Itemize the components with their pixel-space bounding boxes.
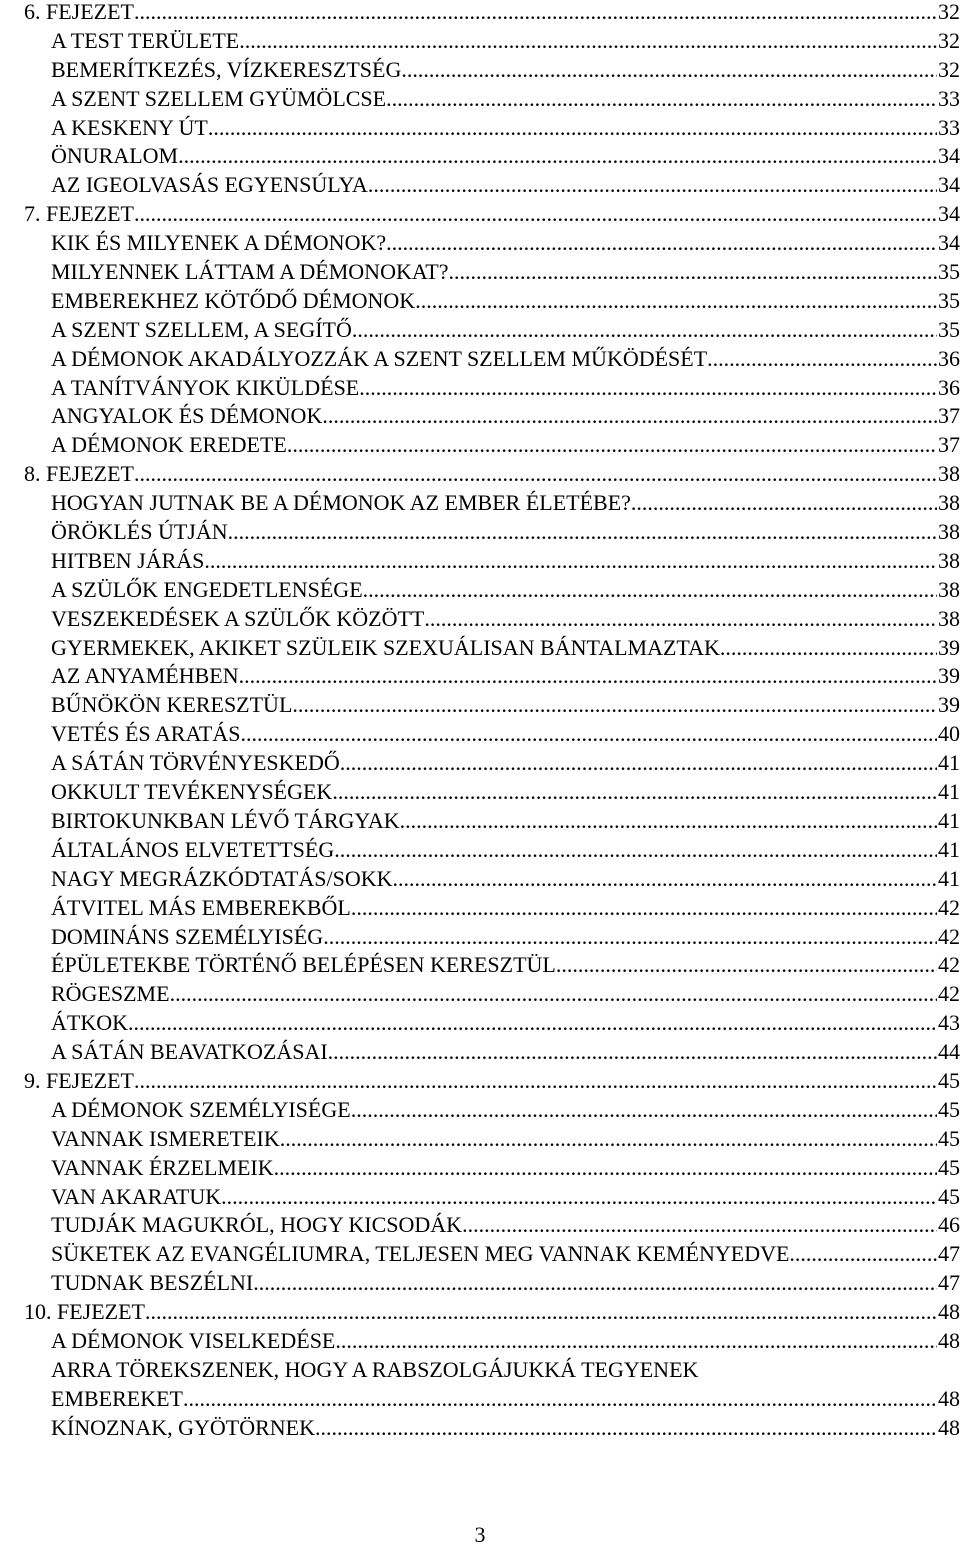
toc-entry-page: 37 [938, 432, 960, 458]
toc-entry-title: ARRA TÖREKSZENEK, HOGY A RABSZOLGÁJUKKÁ TEGYENEK [51, 1356, 699, 1382]
toc-dot-leader [204, 547, 937, 576]
toc-section-entry[interactable] [24, 85, 960, 114]
toc-entry-page: 42 [938, 923, 960, 949]
toc-dot-leader [315, 1414, 937, 1443]
toc-dot-leader [352, 316, 937, 345]
toc-dot-leader [221, 1183, 937, 1212]
toc-section-entry[interactable] [24, 142, 960, 171]
toc-dot-leader [351, 894, 937, 923]
toc-section-entry[interactable] [24, 662, 960, 691]
toc-section-entry[interactable] [24, 807, 960, 836]
toc-section-entry[interactable] [24, 1414, 960, 1443]
toc-section-entry[interactable] [24, 489, 960, 518]
toc-dot-leader [415, 287, 937, 316]
toc-entry-title: BŰNÖKÖN KERESZTÜL [51, 692, 293, 718]
table-of-contents [24, 0, 960, 1443]
toc-entry-page: 45 [938, 1183, 960, 1209]
toc-dot-leader [323, 923, 937, 952]
toc-chapter-entry[interactable] [24, 460, 960, 489]
toc-section-entry[interactable] [24, 1269, 960, 1298]
toc-entry-page: 47 [938, 1241, 960, 1267]
toc-section-entry[interactable] [24, 56, 960, 85]
toc-chapter-entry[interactable] [24, 1067, 960, 1096]
toc-entry-page: 43 [938, 1010, 960, 1036]
toc-entry-title: EMBEREKET [51, 1385, 183, 1411]
toc-entry-title: A SÁTÁN BEAVATKOZÁSAI [51, 1039, 328, 1065]
toc-dot-leader [401, 56, 937, 85]
toc-entry-page: 41 [938, 807, 960, 833]
toc-dot-leader [462, 1211, 937, 1240]
toc-dot-leader [400, 807, 937, 836]
toc-entry-page: 38 [938, 547, 960, 573]
toc-entry-page: 38 [938, 461, 960, 487]
toc-section-entry[interactable] [24, 1327, 960, 1356]
toc-entry-title: VAN AKARATUK [51, 1183, 222, 1209]
toc-section-entry[interactable] [24, 1154, 960, 1183]
toc-entry-title: ANGYALOK ÉS DÉMONOK [51, 403, 323, 429]
toc-section-entry[interactable] [24, 547, 960, 576]
toc-dot-leader [239, 27, 937, 56]
toc-entry-title: 10. FEJEZET [24, 1299, 145, 1325]
toc-dot-leader [332, 778, 937, 807]
toc-entry-page: 36 [938, 374, 960, 400]
toc-dot-leader [145, 1298, 937, 1327]
toc-entry-title: 8. FEJEZET [24, 461, 134, 487]
toc-entry-title: AZ IGEOLVASÁS EGYENSÚLYA [51, 172, 368, 198]
toc-section-entry[interactable] [24, 865, 960, 894]
toc-entry-title: TUDJÁK MAGUKRÓL, HOGY KICSODÁK [51, 1212, 463, 1238]
toc-dot-leader [328, 1038, 937, 1067]
toc-section-entry[interactable] [24, 431, 960, 460]
toc-section-entry[interactable] [24, 894, 960, 923]
toc-entry-page: 37 [938, 403, 960, 429]
toc-entry-page: 34 [938, 201, 960, 227]
toc-entry-title: ÖRÖKLÉS ÚTJÁN [51, 519, 228, 545]
toc-entry-page: 45 [938, 1125, 960, 1151]
toc-entry-page: 34 [938, 143, 960, 169]
toc-entry-title: SÜKETEK AZ EVANGÉLIUMRA, TELJESEN MEG VANNAK KEMÉNYEDVE [51, 1241, 790, 1267]
toc-entry-page: 40 [938, 721, 960, 747]
toc-dot-leader [134, 1067, 937, 1096]
toc-dot-leader [253, 1269, 937, 1298]
toc-entry-title: A DÉMONOK EREDETE [51, 432, 287, 458]
toc-entry-page: 39 [938, 692, 960, 718]
toc-chapter-entry[interactable] [24, 200, 960, 229]
toc-dot-leader [631, 489, 937, 518]
toc-entry-page: 41 [938, 865, 960, 891]
toc-section-entry[interactable] [24, 1125, 960, 1154]
toc-dot-leader [340, 749, 937, 778]
toc-section-entry[interactable] [24, 316, 960, 345]
toc-dot-leader [720, 634, 937, 663]
toc-section-entry[interactable] [24, 634, 960, 663]
toc-section-entry[interactable] [24, 778, 960, 807]
toc-dot-leader [134, 460, 937, 489]
toc-section-entry[interactable] [24, 1183, 960, 1212]
toc-entry-title: EMBEREKHEZ KÖTŐDŐ DÉMONOK [51, 287, 416, 313]
toc-entry-page: 35 [938, 259, 960, 285]
toc-entry-page: 38 [938, 490, 960, 516]
toc-entry-title: VANNAK ISMERETEIK [51, 1125, 280, 1151]
toc-dot-leader [274, 1154, 937, 1183]
toc-entry-title: ÁTKOK [51, 1010, 128, 1036]
toc-entry-title: A SZÜLŐK ENGEDETLENSÉGE [51, 576, 363, 602]
toc-entry-page: 45 [938, 1067, 960, 1093]
toc-section-entry[interactable] [24, 980, 960, 1009]
toc-dot-leader [208, 114, 937, 143]
toc-entry-page: 42 [938, 894, 960, 920]
toc-entry-page: 48 [938, 1414, 960, 1440]
toc-entry-page: 41 [938, 836, 960, 862]
toc-entry-page: 39 [938, 634, 960, 660]
toc-entry-title: VESZEKEDÉSEK A SZÜLŐK KÖZÖTT [51, 605, 425, 631]
toc-chapter-entry[interactable] [24, 1298, 960, 1327]
toc-entry-page: 35 [938, 316, 960, 342]
toc-dot-leader [386, 85, 937, 114]
toc-entry-page: 41 [938, 750, 960, 776]
toc-entry-page: 33 [938, 114, 960, 140]
toc-entry-page: 48 [938, 1327, 960, 1353]
toc-entry-title: AZ ANYAMÉHBEN [51, 663, 239, 689]
toc-entry-page: 34 [938, 172, 960, 198]
toc-entry-page: 38 [938, 576, 960, 602]
toc-dot-leader [292, 691, 937, 720]
toc-dot-leader [280, 1125, 937, 1154]
toc-entry-title: KÍNOZNAK, GYÖTÖRNEK [51, 1414, 315, 1440]
toc-section-entry[interactable] [24, 605, 960, 634]
toc-entry-title: NAGY MEGRÁZKÓDTATÁS/SOKK [51, 865, 393, 891]
toc-section-entry[interactable] [24, 1356, 960, 1385]
toc-entry-title: ÉPÜLETEKBE TÖRTÉNŐ BELÉPÉSEN KERESZTÜL [51, 952, 556, 978]
toc-entry-title: OKKULT TEVÉKENYSÉGEK [51, 779, 333, 805]
toc-entry-page: 32 [938, 56, 960, 82]
toc-section-entry[interactable] [24, 27, 960, 56]
toc-dot-leader [789, 1240, 937, 1269]
toc-entry-page: 33 [938, 85, 960, 111]
toc-section-entry[interactable] [24, 345, 960, 374]
toc-entry-page: 46 [938, 1212, 960, 1238]
toc-dot-leader [170, 980, 937, 1009]
toc-dot-leader [287, 431, 937, 460]
toc-entry-title: A KESKENY ÚT [51, 114, 208, 140]
toc-entry-title: A DÉMONOK SZEMÉLYISÉGE [51, 1096, 351, 1122]
toc-dot-leader [707, 345, 937, 374]
toc-dot-leader [351, 1096, 937, 1125]
toc-entry-page: 42 [938, 952, 960, 978]
toc-entry-page: 32 [938, 0, 960, 24]
toc-dot-leader [449, 258, 938, 287]
toc-entry-title: HITBEN JÁRÁS [51, 547, 205, 573]
toc-dot-leader [368, 171, 937, 200]
toc-dot-leader [322, 402, 937, 431]
toc-section-entry[interactable] [24, 1240, 960, 1269]
toc-section-entry[interactable] [24, 691, 960, 720]
toc-section-entry[interactable] [24, 258, 960, 287]
toc-dot-leader [392, 865, 937, 894]
toc-entry-page: 35 [938, 287, 960, 313]
toc-section-entry[interactable] [24, 923, 960, 952]
toc-entry-title: ÁLTALÁNOS ELVETETTSÉG [51, 836, 335, 862]
page-number: 3 [474, 1522, 486, 1547]
toc-section-entry[interactable] [24, 1096, 960, 1125]
toc-dot-leader [334, 836, 937, 865]
toc-section-entry[interactable] [24, 402, 960, 431]
toc-entry-title: 7. FEJEZET [24, 201, 134, 227]
toc-section-entry[interactable] [24, 1211, 960, 1240]
toc-entry-page: 38 [938, 519, 960, 545]
toc-entry-title: A SZENT SZELLEM GYÜMÖLCSE [51, 85, 387, 111]
toc-entry-title: KIK ÉS MILYENEK A DÉMONOK? [51, 230, 387, 256]
toc-entry-page: 41 [938, 779, 960, 805]
toc-entry-page: 48 [938, 1385, 960, 1411]
toc-chapter-entry[interactable] [24, 0, 960, 27]
toc-entry-page: 45 [938, 1096, 960, 1122]
toc-entry-page: 34 [938, 230, 960, 256]
toc-section-entry[interactable] [24, 836, 960, 865]
toc-entry-title: A SÁTÁN TÖRVÉNYESKEDŐ [51, 750, 340, 776]
toc-entry-page: 45 [938, 1154, 960, 1180]
toc-entry-title: DOMINÁNS SZEMÉLYISÉG [51, 923, 324, 949]
toc-section-entry[interactable] [24, 576, 960, 605]
toc-entry-page: 47 [938, 1270, 960, 1296]
toc-dot-leader [134, 0, 937, 27]
toc-section-entry[interactable] [24, 1385, 960, 1414]
toc-section-entry[interactable] [24, 518, 960, 547]
toc-section-entry[interactable] [24, 374, 960, 403]
toc-dot-leader [228, 518, 937, 547]
toc-entry-title: VETÉS ÉS ARATÁS [51, 721, 241, 747]
toc-entry-page: 38 [938, 605, 960, 631]
toc-dot-leader [424, 605, 937, 634]
toc-section-entry[interactable] [24, 114, 960, 143]
toc-entry-title: BEMERÍTKEZÉS, VÍZKERESZTSÉG [51, 56, 402, 82]
toc-dot-leader [386, 229, 937, 258]
toc-entry-page: 44 [938, 1039, 960, 1065]
toc-entry-title: RÖGESZME [51, 981, 170, 1007]
toc-section-entry[interactable] [24, 749, 960, 778]
toc-section-entry[interactable] [24, 171, 960, 200]
toc-dot-leader [240, 720, 937, 749]
toc-entry-page: 48 [938, 1299, 960, 1325]
toc-dot-leader [556, 951, 937, 980]
toc-section-entry[interactable] [24, 951, 960, 980]
toc-entry-title: A DÉMONOK VISELKEDÉSE [51, 1327, 336, 1353]
toc-section-entry[interactable] [24, 287, 960, 316]
toc-entry-title: 9. FEJEZET [24, 1067, 134, 1093]
toc-entry-title: 6. FEJEZET [24, 0, 134, 24]
toc-entry-page: 42 [938, 981, 960, 1007]
toc-section-entry[interactable] [24, 720, 960, 749]
toc-entry-title: ÁTVITEL MÁS EMBEREKBŐL [51, 894, 351, 920]
toc-dot-leader [183, 1385, 937, 1414]
toc-entry-title: BIRTOKUNKBAN LÉVŐ TÁRGYAK [51, 807, 400, 833]
toc-section-entry[interactable] [24, 1038, 960, 1067]
toc-entry-title: TUDNAK BESZÉLNI [51, 1270, 254, 1296]
toc-entry-title: ÖNURALOM [51, 143, 179, 169]
toc-entry-title: HOGYAN JUTNAK BE A DÉMONOK AZ EMBER ÉLETÉBE? [51, 490, 631, 516]
toc-dot-leader [335, 1327, 937, 1356]
toc-entry-title: GYERMEKEK, AKIKET SZÜLEIK SZEXUÁLISAN BÁNTALMAZTAK [51, 634, 720, 660]
toc-dot-leader [239, 662, 937, 691]
toc-entry-title: A DÉMONOK AKADÁLYOZZÁK A SZENT SZELLEM MŰKÖDÉSÉT [51, 345, 708, 371]
toc-dot-leader [363, 576, 937, 605]
toc-entry-title: A SZENT SZELLEM, A SEGÍTŐ [51, 316, 352, 342]
toc-entry-title: A TEST TERÜLETE [51, 27, 240, 53]
toc-dot-leader [134, 200, 937, 229]
toc-entry-page: 36 [938, 345, 960, 371]
toc-section-entry[interactable] [24, 1009, 960, 1038]
toc-dot-leader [178, 142, 937, 171]
toc-dot-leader [359, 374, 937, 403]
toc-entry-page: 39 [938, 663, 960, 689]
toc-entry-title: A TANÍTVÁNYOK KIKÜLDÉSE [51, 374, 360, 400]
toc-entry-page: 32 [938, 27, 960, 53]
toc-dot-leader [128, 1009, 937, 1038]
toc-entry-title: MILYENNEK LÁTTAM A DÉMONOKAT? [51, 259, 449, 285]
toc-entry-title: VANNAK ÉRZELMEIK [51, 1154, 274, 1180]
toc-section-entry[interactable] [24, 229, 960, 258]
